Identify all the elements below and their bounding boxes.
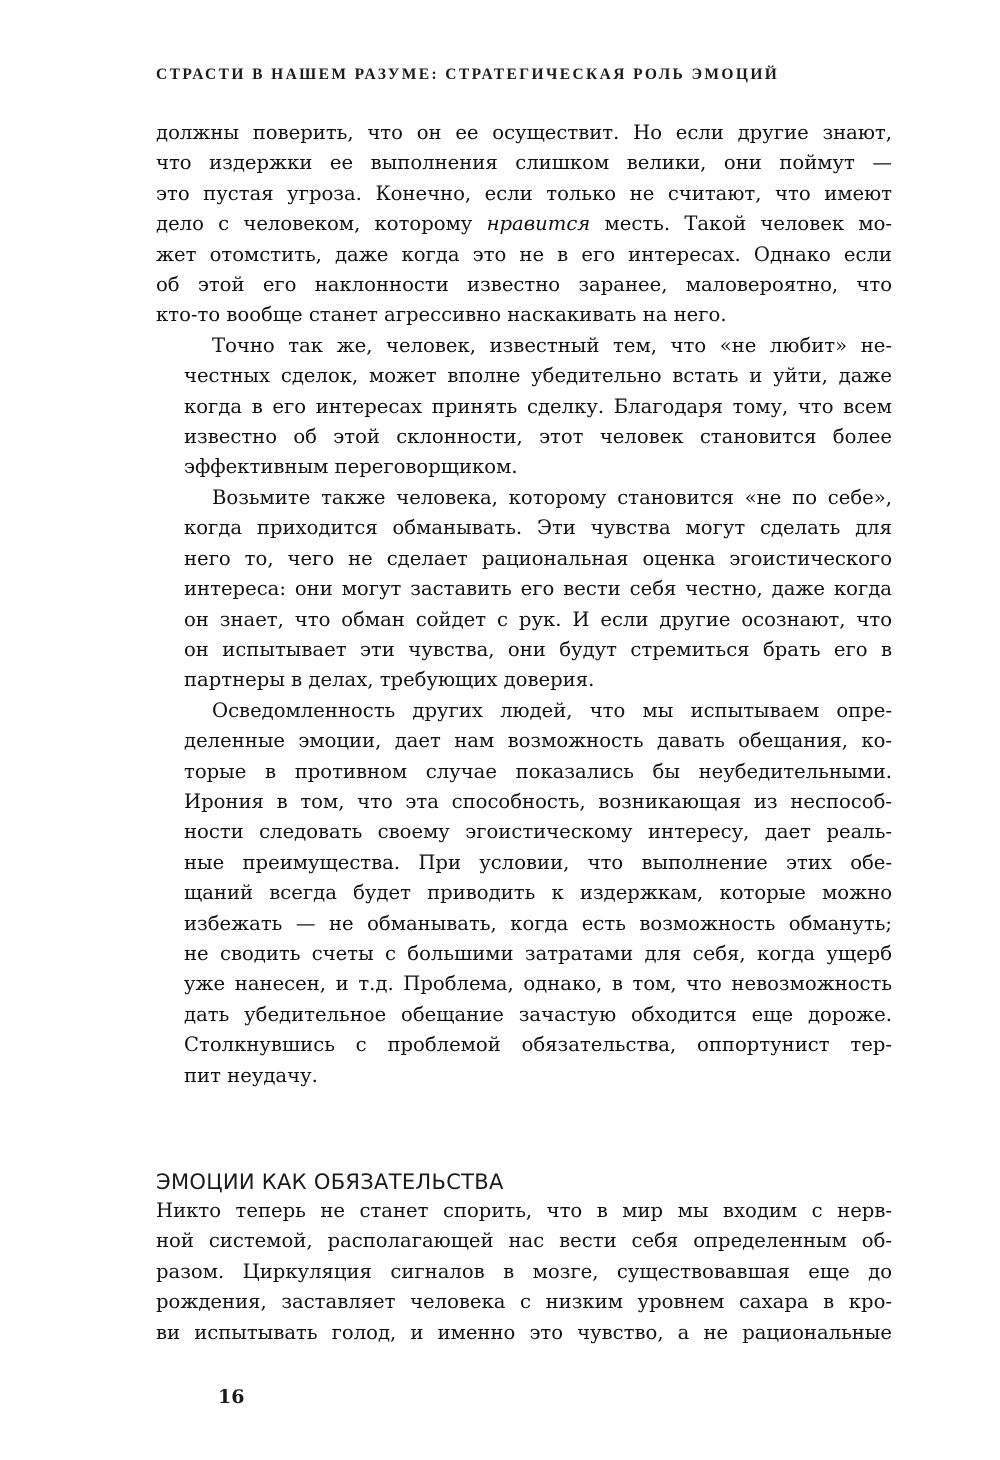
text-line: Никто теперь не станет спорить, что в мир мы входим с нерв- <box>156 1199 892 1222</box>
text-segment: дело с человеком, которому <box>156 212 487 236</box>
text-line: честных сделок, может вполне убедительно встать и уйти, даже <box>184 364 892 388</box>
text-line: об этой его наклонности известно заранее, маловероятно, что <box>156 273 892 297</box>
paragraph <box>156 1196 892 1348</box>
text-line: что издержки ее выполнения слишком велики, они поймут — <box>156 151 892 175</box>
text-line: ные преимущества. При условии, что выполнение этих обе- <box>184 850 892 874</box>
text-line: это пустая угроза. Конечно, если только не считают, что имеют <box>156 181 892 205</box>
text-line: известно об этой склонности, этот человек становится более <box>184 425 892 449</box>
text-line: пит неудачу. <box>184 1063 318 1087</box>
section-heading: ЭМОЦИИ КАК ОБЯЗАТЕЛЬСТВА <box>156 1170 504 1195</box>
text-line: он знает, что обман сойдет с рук. И если другие осознают, что <box>184 607 892 631</box>
text-line: ной системой, располагающей нас вести себя определенным об- <box>156 1229 892 1253</box>
paragraph <box>156 331 892 483</box>
text-line: эффективным переговорщиком. <box>184 455 518 479</box>
running-head: СТРАСТИ В НАШЕМ РАЗУМЕ: СТРАТЕГИЧЕСКАЯ РОЛЬ ЭМОЦИЙ <box>156 66 780 83</box>
text-line: жет отомстить, даже когда это не в его интересах. Однако если <box>156 242 892 266</box>
text-segment: месть. Такой человек мо- <box>590 212 892 236</box>
text-line: партнеры в делах, требующих доверия. <box>184 668 595 692</box>
text-line: ности следовать своему эгоистическому интересу, дает реаль- <box>184 820 892 844</box>
text-line: рождения, заставляет человека с низким уровнем сахара в кро- <box>156 1290 892 1314</box>
paragraph <box>156 696 892 1091</box>
text-line: Точно так же, человек, известный тем, что «не любит» не- <box>212 333 892 357</box>
text-line: кто-то вообще станет агрессивно наскакивать на него. <box>156 303 727 327</box>
text-line: ви испытывать голод, и именно это чувство, а не рациональные <box>156 1320 892 1344</box>
text-line <box>156 209 892 239</box>
text-line: разом. Циркуляция сигналов в мозге, существовавшая еще до <box>156 1259 892 1283</box>
text-line: когда приходится обманывать. Эти чувства могут сделать для <box>184 516 892 540</box>
text-line: него то, чего не сделает рациональная оценка эгоистического <box>184 546 892 570</box>
text-line: когда в его интересах принять сделку. Благодаря тому, что всем <box>184 394 892 418</box>
text-line: Осведомленность других людей, что мы испытываем опре- <box>212 698 892 722</box>
text-line: интереса: они могут заставить его вести себя честно, даже когда <box>184 577 892 601</box>
page-number: 16 <box>218 1386 245 1408</box>
text-line: Ирония в том, что эта способность, возникающая из неспособ- <box>184 789 892 813</box>
text-line: торые в противном случае показались бы неубедительными. <box>184 759 892 783</box>
body-text <box>156 118 892 1091</box>
text-line: не сводить счеты с большими затратами для себя, когда ущерб <box>184 941 892 965</box>
text-line: Возьмите также человека, которому становится «не по себе», <box>212 485 892 509</box>
emphasis: нравится <box>486 212 591 236</box>
paragraph <box>156 118 892 331</box>
text-line: дать убедительное обещание зачастую обходится еще дороже. <box>184 1002 892 1026</box>
text-line: он испытывает эти чувства, они будут стремиться брать его в <box>184 637 892 661</box>
section-body-text <box>156 1196 892 1348</box>
text-line: деленные эмоции, дает нам возможность давать обещания, ко- <box>184 729 892 753</box>
text-line: должны поверить, что он ее осуществит. Но если другие знают, <box>156 121 892 144</box>
text-line: избежать — не обманывать, когда есть возможность обмануть; <box>184 911 892 935</box>
text-line: щаний всегда будет приводить к издержкам, которые можно <box>184 881 892 905</box>
paragraph <box>156 483 892 696</box>
text-line: уже нанесен, и т.д. Проблема, однако, в том, что невозможность <box>184 972 892 996</box>
text-line: Столкнувшись с проблемой обязательства, оппортунист тер- <box>184 1033 892 1057</box>
